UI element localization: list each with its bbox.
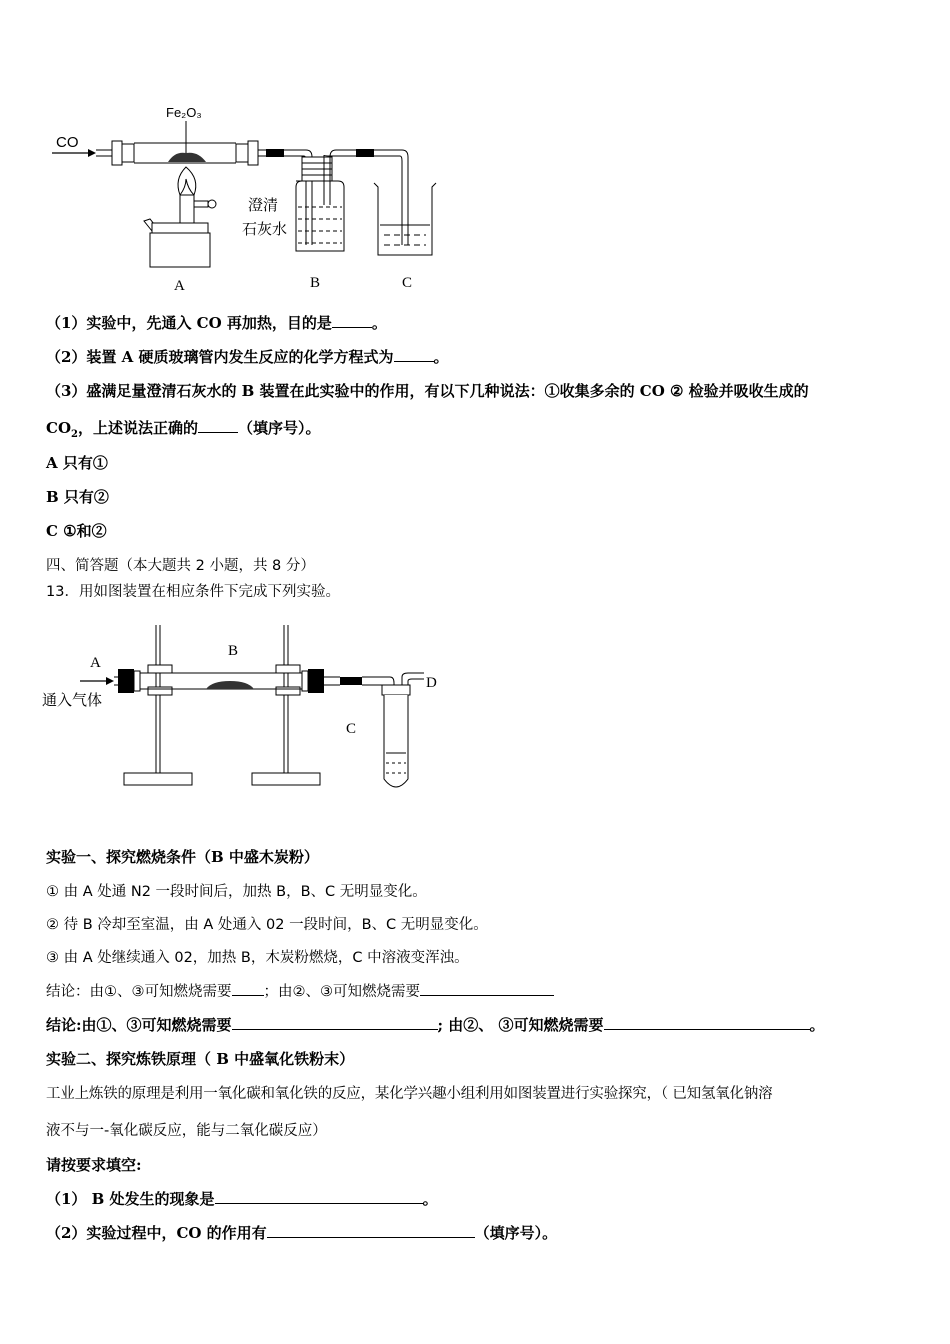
conclusion2-end: 。 — [809, 1016, 825, 1034]
fig2-label-d: D — [426, 675, 437, 691]
label-c: C — [402, 275, 413, 291]
gas-inlet-label: 通入气体 — [42, 691, 103, 709]
fig2-label-b: B — [228, 643, 239, 659]
q12-question-1 — [46, 312, 387, 333]
exp1-step2: ② 待 B 冷却至室温，由 A 处通入 02 一段时间，B、C 无明显变化。 — [46, 917, 488, 933]
conclusion2-blank-1[interactable] — [232, 1015, 438, 1030]
figure-1-apparatus — [40, 95, 460, 300]
exp2-q1-text: （1） B 处发生的现象是 — [46, 1190, 215, 1208]
q12-q3-end: （填序号）。 — [238, 419, 321, 437]
q12-question-3-line2 — [46, 417, 321, 440]
q12-q2-end: 。 — [433, 348, 449, 366]
q12-q3-blank[interactable] — [198, 418, 238, 433]
q12-q2-text: （2）装置 A 硬质玻璃管内发生反应的化学方程式为 — [46, 348, 394, 366]
conclusion2-blank-2[interactable] — [604, 1015, 810, 1030]
exp1-title: 实验一、探究燃烧条件（B 中盛木炭粉） — [46, 848, 319, 866]
exp1-step1: ① 由 A 处通 N2 一段时间后，加热 B，B、C 无明显变化。 — [46, 884, 427, 900]
exp2-q2-end: （填序号）。 — [474, 1224, 558, 1242]
conclusion2-part-a: 结论:由①、③可知燃烧需要 — [46, 1016, 232, 1034]
q12-question-2 — [46, 346, 449, 367]
conclusion1-part-a: 结论：由①、③可知燃烧需要 — [46, 984, 232, 1000]
exp1-step3: ③ 由 A 处继续通入 02，加热 B，木炭粉燃烧，C 中溶液变浑浊。 — [46, 950, 469, 966]
exp2-question-2 — [46, 1222, 557, 1243]
section-4-heading: 四、简答题（本大题共 2 小题，共 8 分） — [46, 558, 315, 574]
fig2-label-c: C — [346, 721, 357, 737]
powder-b — [206, 681, 254, 689]
q12-q1-end: 。 — [371, 314, 387, 332]
q12-q1-text: （1）实验中，先通入 CO 再加热，目的是 — [46, 314, 332, 332]
conclusion1-blank-1[interactable] — [232, 981, 264, 996]
powder — [168, 153, 206, 162]
exp2-instruction: 请按要求填空: — [46, 1156, 142, 1174]
fig2-label-a: A — [90, 655, 101, 671]
q12-q1-blank[interactable] — [332, 313, 372, 328]
option-a[interactable]: A 只有① — [46, 454, 108, 472]
q13-stem: 13．用如图装置在相应条件下完成下列实验。 — [46, 584, 340, 600]
figure-2-apparatus — [40, 615, 460, 805]
exp1-conclusion-1 — [46, 980, 554, 1001]
fe2o3-label: Fe₂O₃ — [166, 105, 202, 120]
label-b: B — [310, 275, 321, 291]
exp2-q1-blank[interactable] — [215, 1189, 423, 1204]
q12-q3-text: ，上述说法正确的 — [77, 419, 198, 437]
exp1-conclusion-2 — [46, 1014, 825, 1035]
exp2-question-1 — [46, 1188, 438, 1209]
co2-subscript: 2 — [71, 429, 78, 440]
exp2-q1-end: 。 — [422, 1190, 438, 1208]
exp2-title: 实验二、探究炼铁原理（ B 中盛氧化铁粉末） — [46, 1050, 355, 1068]
limewater-line1: 澄清 — [248, 196, 279, 214]
q12-question-3-line1: （3）盛满足量澄清石灰水的 B 装置在此实验中的作用，有以下几种说法：①收集多余的 CO ② 检验并吸收生成的 — [46, 382, 809, 400]
co-label: CO — [56, 134, 79, 151]
conclusion1-part-b: ；由②、③可知燃烧需要 — [263, 984, 420, 1000]
conclusion2-part-b: ; 由②、 ③可知燃烧需要 — [437, 1016, 604, 1034]
q12-q2-blank[interactable] — [394, 347, 434, 362]
exp2-q2-text: （2）实验过程中，CO 的作用有 — [46, 1224, 267, 1242]
co2-text: CO — [46, 419, 72, 437]
option-b[interactable]: B 只有② — [46, 488, 109, 506]
label-a: A — [174, 278, 185, 294]
exp2-q2-blank[interactable] — [267, 1223, 475, 1238]
exp2-paragraph-line2: 液不与一-氧化碳反应，能与二氧化碳反应） — [46, 1123, 327, 1139]
conclusion1-blank-2[interactable] — [420, 981, 554, 996]
exp2-paragraph-line1: 工业上炼铁的原理是利用一氧化碳和氧化铁的反应，某化学兴趣小组利用如图装置进行实验探究，（ 已知氢氧化钠溶 — [46, 1086, 773, 1102]
limewater-line2: 石灰水 — [242, 220, 288, 238]
option-c[interactable]: C ①和② — [46, 522, 107, 540]
